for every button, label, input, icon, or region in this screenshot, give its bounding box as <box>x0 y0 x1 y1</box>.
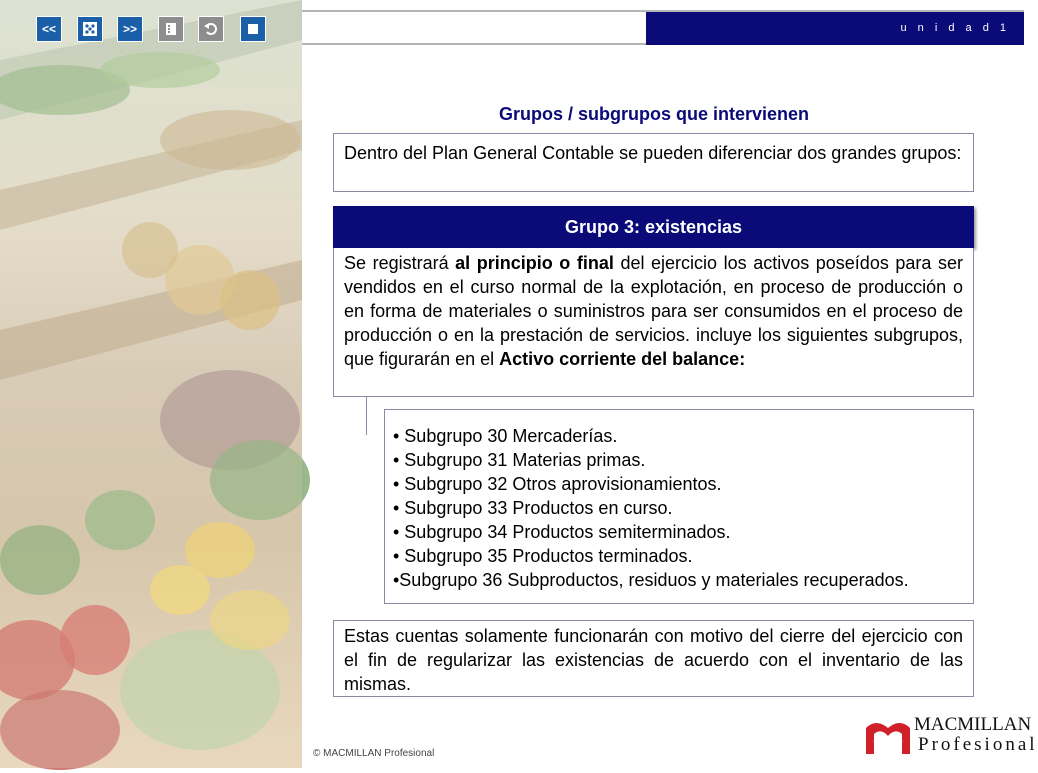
market-vegetables-photo <box>0 0 302 768</box>
desc-bold-2: Activo corriente del balance: <box>499 349 746 369</box>
list-item: • Subgrupo 32 Otros aprovisionamientos. <box>393 474 722 494</box>
index-button[interactable] <box>158 16 184 42</box>
dice-icon <box>82 21 98 37</box>
closing-box <box>333 620 974 697</box>
previous-label: << <box>41 22 56 36</box>
macmillan-logo-mark-icon <box>864 714 912 756</box>
desc-bold-1: al principio o final <box>455 253 614 273</box>
closing-text: Estas cuentas solamente funcionarán con motivo del cierre del ejercicio con el fin de regularizar las existencias de acuerdo con el inventario de las mismas. <box>344 626 963 694</box>
stop-icon <box>246 22 260 36</box>
previous-button[interactable] <box>36 16 62 42</box>
next-button[interactable] <box>117 16 143 42</box>
next-label: >> <box>122 22 137 36</box>
list-item: • Subgrupo 34 Productos semiterminados. <box>393 522 731 542</box>
copyright-text: © MACMILLAN Profesional <box>313 748 435 759</box>
intro-box <box>333 133 974 192</box>
list-item: •Subgrupo 36 Subproductos, residuos y materiales recuperados. <box>393 570 909 590</box>
intro-text: Dentro del Plan General Contable se pueden diferenciar dos grandes grupos: <box>344 143 962 163</box>
connector-line <box>366 397 367 435</box>
logo-line1: MACMILLAN <box>914 714 1032 735</box>
list-item: • Subgrupo 31 Materias primas. <box>393 450 646 470</box>
back-icon <box>203 21 219 37</box>
group-description <box>333 248 974 397</box>
desc-text-1: Se registrará <box>344 253 456 273</box>
list-item: • Subgrupo 30 Mercaderías. <box>393 426 618 446</box>
list-item: • Subgrupo 35 Productos terminados. <box>393 546 693 566</box>
macmillan-logo <box>864 714 1038 758</box>
group-title <box>333 206 974 248</box>
header-strip <box>302 12 646 45</box>
subgroup-list <box>384 409 974 604</box>
index-icon <box>163 21 179 37</box>
page-title: Grupos / subgrupos que intervienen <box>498 104 810 124</box>
unit-label: u n i d a d 1 <box>900 22 1010 34</box>
logo-line2: Profesional <box>918 734 1038 755</box>
back-button[interactable] <box>198 16 224 42</box>
list-item: • Subgrupo 33 Productos en curso. <box>393 498 673 518</box>
group-title-text: Grupo 3: existencias <box>564 216 743 237</box>
stop-button[interactable] <box>240 16 266 42</box>
desc-text-2: del ejercicio los activos poseídos para ser vendidos en el curso normal de la explotación, en proceso de producción o en forma de materiales o suministros para ser consumidos en el proceso de producción o en la prestación de servicios. incluye los siguientes subgrupos, que figurarán en el <box>344 253 963 369</box>
dice-button[interactable] <box>77 16 103 42</box>
unit-bar <box>646 12 1024 45</box>
